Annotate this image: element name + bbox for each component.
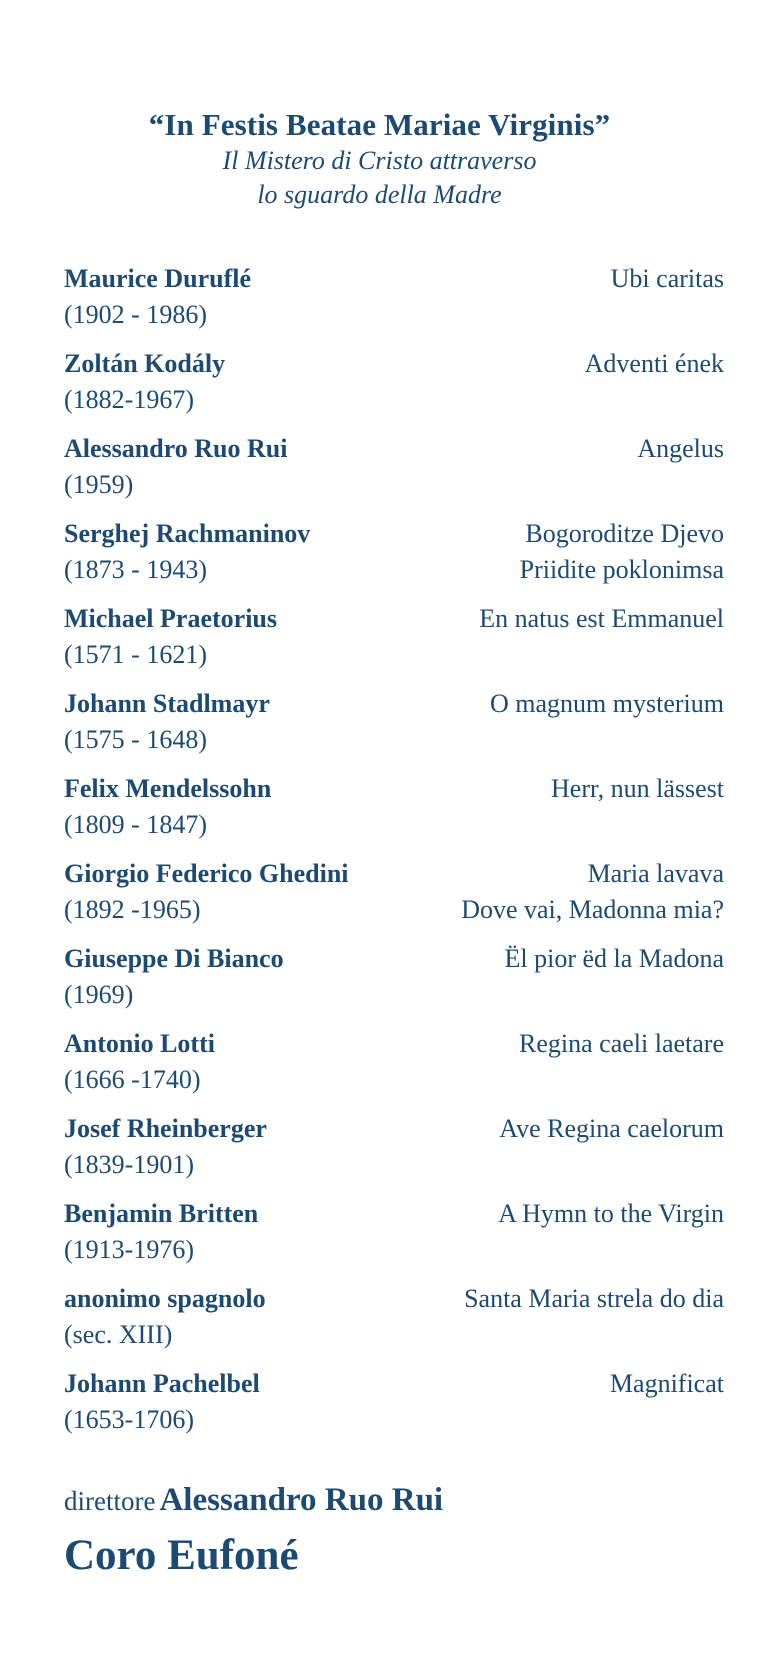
- works-block: [610, 1366, 724, 1402]
- work-title: En natus est Emmanuel: [479, 604, 724, 633]
- program-item: [64, 1366, 724, 1451]
- work-title: Ël pior ëd la Madona: [504, 944, 724, 973]
- program-item: [64, 431, 724, 516]
- work-title: Maria lavava: [587, 859, 724, 888]
- composer-name: Zoltán Kodály: [64, 349, 226, 378]
- works-block: [585, 346, 724, 382]
- program-item: [64, 1026, 724, 1111]
- composer-dates: (1969): [64, 980, 134, 1009]
- composer-name: Felix Mendelssohn: [64, 774, 272, 803]
- program-item: [64, 1111, 724, 1196]
- work-title: O magnum mysterium: [490, 689, 724, 718]
- composer-name: Giorgio Federico Ghedini: [64, 859, 349, 888]
- work-title: Dove vai, Madonna mia?: [461, 895, 724, 924]
- work-title: Angelus: [637, 434, 724, 463]
- composer-block: [64, 1281, 266, 1353]
- work-title: Bogoroditze Djevo: [525, 519, 724, 548]
- composer-dates: (1666 -1740): [64, 1065, 201, 1094]
- program-item: [64, 1281, 724, 1366]
- program-subtitle-line-1: Il Mistero di Cristo attraverso: [222, 146, 537, 175]
- director-line: [64, 1480, 724, 1526]
- program-item: [64, 686, 724, 771]
- program-title: “In Festis Beatae Mariae Virginis”: [148, 107, 611, 142]
- composer-block: [64, 516, 310, 588]
- composer-dates: (1913-1976): [64, 1235, 194, 1264]
- program-subtitle-line-2: lo sguardo della Madre: [257, 180, 502, 209]
- works-block: [637, 431, 724, 467]
- work-title: Magnificat: [609, 1369, 724, 1398]
- composer-dates: (1809 - 1847): [64, 810, 207, 839]
- composer-name: Johann Pachelbel: [64, 1369, 260, 1398]
- composer-block: [64, 686, 270, 758]
- composer-name: Serghej Rachmaninov: [64, 519, 311, 548]
- composer-dates: (1892 -1965): [64, 895, 201, 924]
- works-block: [520, 516, 724, 588]
- program-footer: [64, 1480, 724, 1584]
- program-item: [64, 516, 724, 601]
- composer-block: [64, 431, 287, 503]
- work-title: Santa Maria strela do dia: [464, 1284, 724, 1313]
- composer-name: anonimo spagnolo: [64, 1284, 266, 1313]
- program-item: [64, 1196, 724, 1281]
- work-title: Priidite poklonimsa: [519, 555, 724, 584]
- program-item: [64, 771, 724, 856]
- work-title: Herr, nun lässest: [551, 774, 724, 803]
- composer-dates: (1653-1706): [64, 1405, 194, 1434]
- works-block: [505, 941, 725, 977]
- works-block: [479, 601, 724, 637]
- composer-block: [64, 941, 284, 1013]
- program-item: [64, 941, 724, 1026]
- works-block: [499, 1111, 724, 1147]
- composer-dates: (1839-1901): [64, 1150, 194, 1179]
- program-item: [64, 601, 724, 686]
- works-block: [461, 856, 724, 928]
- program-header: [0, 106, 759, 212]
- composer-block: [64, 1366, 260, 1438]
- composer-dates: (1959): [64, 470, 134, 499]
- composer-block: [64, 1111, 267, 1183]
- composer-block: [64, 856, 349, 928]
- composer-block: [64, 261, 251, 333]
- composer-name: Maurice Duruflé: [64, 264, 252, 293]
- work-title: Ave Regina caelorum: [499, 1114, 724, 1143]
- works-block: [611, 261, 724, 297]
- composer-name: Giuseppe Di Bianco: [64, 944, 284, 973]
- program-list: [64, 261, 724, 1451]
- composer-name: Alessandro Ruo Rui: [64, 434, 288, 463]
- composer-dates: (1902 - 1986): [64, 300, 207, 329]
- program-item: [64, 856, 724, 941]
- composer-block: [64, 771, 271, 843]
- program-item: [64, 346, 724, 431]
- choir-name: Coro Eufoné: [64, 1532, 299, 1579]
- composer-dates: (1571 - 1621): [64, 640, 207, 669]
- composer-dates: (1873 - 1943): [64, 555, 207, 584]
- work-title: Adventi ének: [584, 349, 724, 378]
- work-title: A Hymn to the Virgin: [498, 1199, 724, 1228]
- composer-name: Benjamin Britten: [64, 1199, 259, 1228]
- composer-dates: (1882-1967): [64, 385, 194, 414]
- works-block: [498, 1196, 724, 1232]
- works-block: [464, 1281, 724, 1317]
- works-block: [490, 686, 724, 722]
- composer-dates: (1575 - 1648): [64, 725, 207, 754]
- director-label: direttore: [64, 1486, 156, 1516]
- composer-block: [64, 601, 277, 673]
- work-title: Ubi caritas: [610, 264, 724, 293]
- composer-dates: (sec. XIII): [64, 1320, 173, 1349]
- composer-block: [64, 1026, 215, 1098]
- program-item: [64, 261, 724, 346]
- director-name: Alessandro Ruo Rui: [159, 1482, 444, 1518]
- composer-name: Michael Praetorius: [64, 604, 277, 633]
- works-block: [551, 771, 724, 807]
- composer-block: [64, 346, 225, 418]
- composer-name: Josef Rheinberger: [64, 1114, 267, 1143]
- composer-block: [64, 1196, 258, 1268]
- works-block: [519, 1026, 724, 1062]
- composer-name: Antonio Lotti: [64, 1029, 215, 1058]
- composer-name: Johann Stadlmayr: [64, 689, 270, 718]
- work-title: Regina caeli laetare: [519, 1029, 724, 1058]
